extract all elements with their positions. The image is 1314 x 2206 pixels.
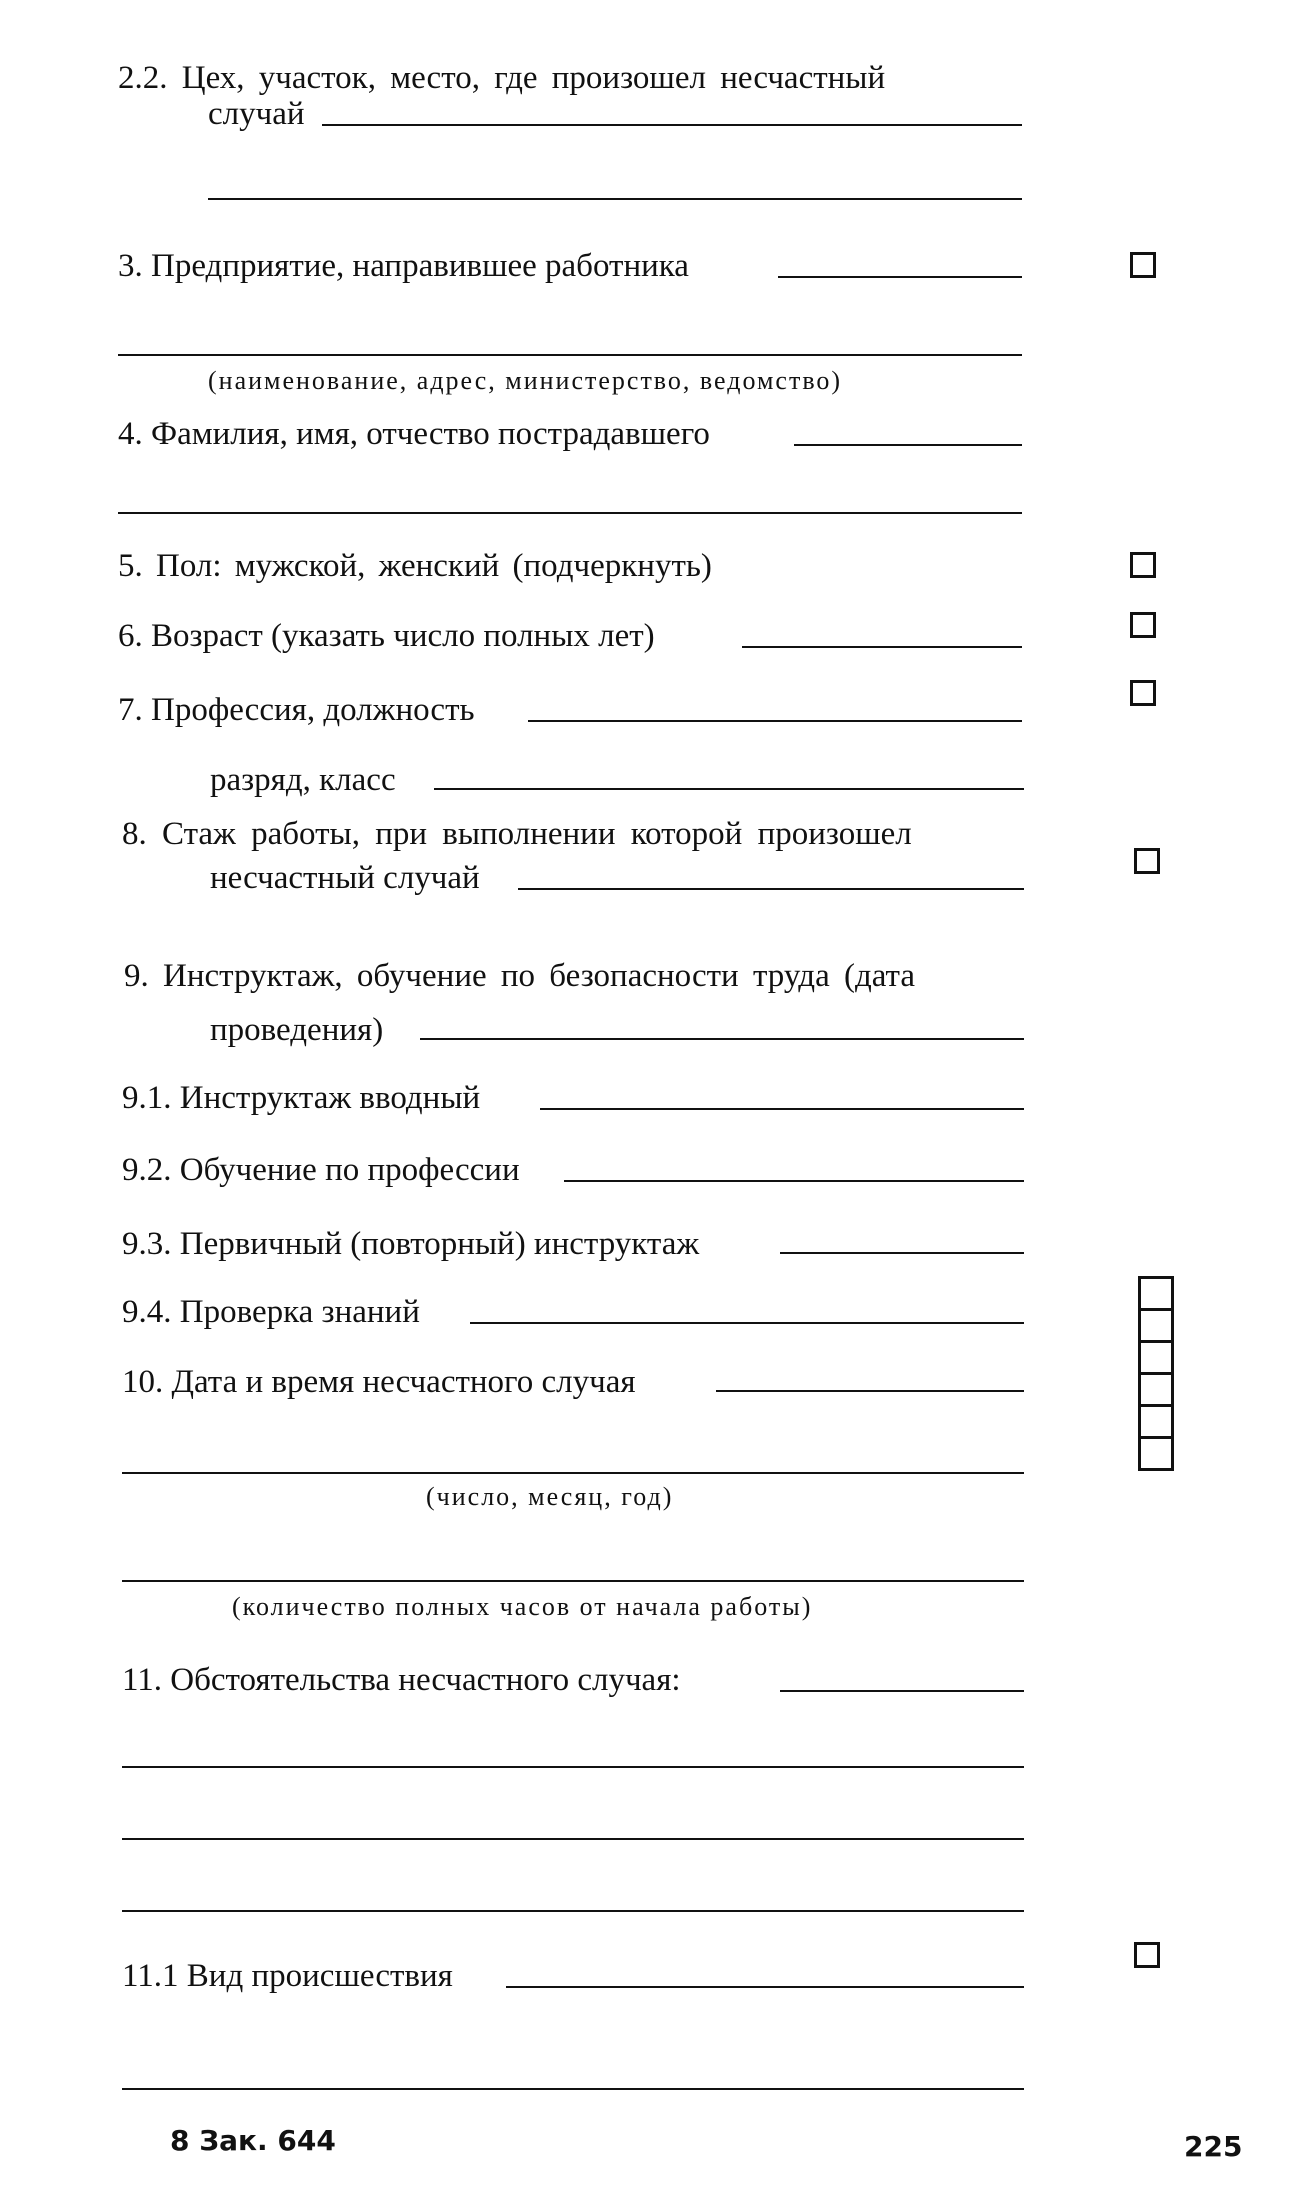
field-9-2[interactable]	[564, 1180, 1024, 1182]
item-9-line2: проведения)	[210, 1012, 384, 1048]
item-8-line1: 8. Стаж работы, при выполнении которой произошел	[122, 816, 912, 852]
field-3-line2[interactable]	[118, 354, 1022, 356]
item-2-2-line2: случай	[208, 96, 305, 132]
item-9-line1: 9. Инструктаж, обучение по безопасности труда (дата	[124, 958, 916, 994]
item-4-label: 4. Фамилия, имя, отчество пострадавшего	[118, 416, 710, 452]
item-10-caption-hours: (количество полных часов от начала работы)	[232, 1592, 813, 1621]
field-10-hours[interactable]	[122, 1580, 1024, 1582]
field-2-2-line2[interactable]	[208, 198, 1022, 200]
field-10[interactable]	[716, 1390, 1024, 1392]
field-6[interactable]	[742, 646, 1022, 648]
field-10-date[interactable]	[122, 1472, 1024, 1474]
field-4-line2[interactable]	[118, 512, 1022, 514]
field-9-4[interactable]	[470, 1322, 1024, 1324]
item-10-label: 10. Дата и время несчастного случая	[122, 1364, 636, 1400]
code-box-9-4[interactable]	[1138, 1372, 1174, 1407]
code-box-8[interactable]	[1134, 848, 1160, 874]
item-9-4-label: 9.4. Проверка знаний	[122, 1294, 420, 1330]
item-6-label: 6. Возраст (указать число полных лет)	[118, 618, 655, 654]
field-11-line4[interactable]	[122, 1910, 1024, 1912]
field-11-line2[interactable]	[122, 1766, 1024, 1768]
item-3-caption: (наименование, адрес, министерство, ведомство)	[208, 366, 843, 395]
field-11-line1[interactable]	[780, 1690, 1024, 1692]
code-box-9-1[interactable]	[1138, 1276, 1174, 1311]
code-box-10-date[interactable]	[1138, 1404, 1174, 1439]
order-number: 8 Зак. 644	[170, 2124, 336, 2157]
code-box-9-2[interactable]	[1138, 1308, 1174, 1343]
field-11-1[interactable]	[506, 1986, 1024, 1988]
item-11-1-label: 11.1 Вид происшествия	[122, 1958, 453, 1994]
code-box-6[interactable]	[1130, 612, 1156, 638]
code-box-stack	[1138, 1276, 1174, 1471]
field-8[interactable]	[518, 888, 1024, 890]
field-7-sub[interactable]	[434, 788, 1024, 790]
item-8-line2: несчастный случай	[210, 860, 480, 896]
field-9-3[interactable]	[780, 1252, 1024, 1254]
field-4-line1[interactable]	[794, 444, 1022, 446]
item-7-sub-label: разряд, класс	[210, 762, 396, 798]
item-5-label: 5. Пол: мужской, женский (подчеркнуть)	[118, 548, 712, 584]
item-2-2-line1: 2.2. Цех, участок, место, где произошел несчастный	[118, 60, 886, 96]
field-9-1[interactable]	[540, 1108, 1024, 1110]
code-box-10-hours[interactable]	[1138, 1436, 1174, 1471]
item-7-label: 7. Профессия, должность	[118, 692, 475, 728]
code-box-5[interactable]	[1130, 552, 1156, 578]
item-10-caption-date: (число, месяц, год)	[426, 1482, 674, 1511]
field-11-1-line2[interactable]	[122, 2088, 1024, 2090]
field-7[interactable]	[528, 720, 1022, 722]
item-11-label: 11. Обстоятельства несчастного случая:	[122, 1662, 681, 1698]
item-3-label: 3. Предприятие, направившее работника	[118, 248, 689, 284]
field-11-line3[interactable]	[122, 1838, 1024, 1840]
item-9-2-label: 9.2. Обучение по профессии	[122, 1152, 520, 1188]
code-box-7[interactable]	[1130, 680, 1156, 706]
code-box-3[interactable]	[1130, 252, 1156, 278]
field-2-2-line1[interactable]	[322, 124, 1022, 126]
page-number: 225	[1184, 2130, 1243, 2163]
field-3-line1[interactable]	[778, 276, 1022, 278]
field-9[interactable]	[420, 1038, 1024, 1040]
code-box-11-1[interactable]	[1134, 1942, 1160, 1968]
item-9-3-label: 9.3. Первичный (повторный) инструктаж	[122, 1226, 700, 1262]
code-box-9-3[interactable]	[1138, 1340, 1174, 1375]
item-9-1-label: 9.1. Инструктаж вводный	[122, 1080, 481, 1116]
